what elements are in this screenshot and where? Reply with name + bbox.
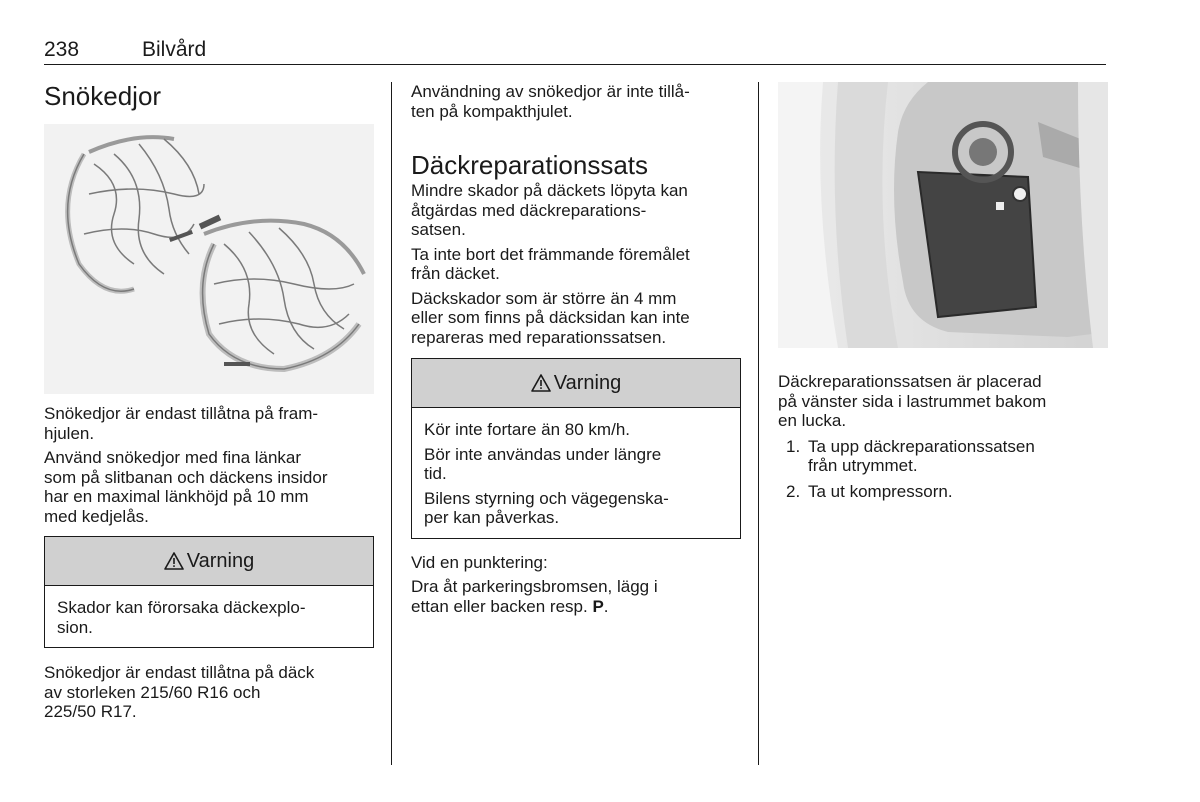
snow-chains-tyre-size-text: Snökedjor är endast tillåtna på däck av storleken 215/60 R16 och 225/50 R17. [44,663,315,721]
snow-chains-link-text: Använd snökedjor med fina länkar som på slitbanan och däckens insidor har en maximal länkhöjd på 10 mm med kedjelås. [44,448,328,526]
page-header [44,36,1106,65]
warning-body [412,408,740,538]
foreign-object-text: Ta inte bort det främmande föremålet från däcket. [411,244,690,283]
step-text: Ta upp däckreparationssatsen från utrymmet. [808,436,1035,475]
parking-brake-text-body: Dra åt parkeringsbromsen, lägg i ettan eller backen resp. [411,577,658,616]
column-divider [391,82,392,765]
warning-body [45,586,373,647]
section-name: Bilvård [142,38,207,61]
step-number: 1. [786,436,801,456]
gear-p-label: P [592,596,604,616]
warning-header [45,537,373,586]
warning-duration-text: Bör inte användas under längre tid. [424,444,662,483]
column-snow-chains [44,80,374,722]
damage-size-text: Däckskador som är större än 4 mm eller som finns på däcksidan kan inte repareras med reparationssatsen. [411,288,690,347]
warning-triangle-icon [164,552,184,570]
compact-wheel-text: Användning av snökedjor är inte tillå- ten på kompakthjulet. [411,82,690,121]
puncture-intro-text: Vid en punktering: [411,552,548,572]
column-kit-location [778,80,1108,501]
step-number: 2. [786,481,801,501]
heading-snow-chains: Snökedjor [44,81,162,111]
parking-brake-text-end: . [603,596,609,616]
column-divider [758,82,759,765]
step-list [778,437,1108,502]
step-text: Ta ut kompressorn. [808,481,953,501]
heading-tyre-repair-kit: Däckreparationssats [411,150,648,180]
warning-speed-text: Kör inte fortare än 80 km/h. [424,420,630,439]
snow-chains-front-wheels-text: Snökedjor är endast tillåtna på fram- hjulen. [44,404,319,443]
parking-brake-text [411,577,741,616]
warning-box [411,358,741,539]
list-item [778,437,1108,476]
warning-handling-text: Bilens styrning och vägegenska- per kan påverkas. [424,488,669,527]
warning-text: Skador kan förorsaka däckexplo- sion. [57,598,306,637]
minor-damage-text: Mindre skador på däckets löpyta kan åtgärdas med däckreparations- satsen. [411,181,688,239]
warning-box [44,536,374,648]
page-number: 238 [44,38,80,61]
column-tyre-repair [411,80,741,616]
warning-label: Varning [186,549,255,572]
tyre-repair-kit-compartment-photo [778,82,1108,348]
warning-triangle-icon [531,374,551,392]
snow-chains-illustration [44,124,374,394]
list-item [778,482,1108,502]
warning-label: Varning [553,371,622,394]
warning-header [412,359,740,408]
kit-location-text: Däckreparationssatsen är placerad på vänster sida i lastrummet bakom en lucka. [778,372,1047,430]
